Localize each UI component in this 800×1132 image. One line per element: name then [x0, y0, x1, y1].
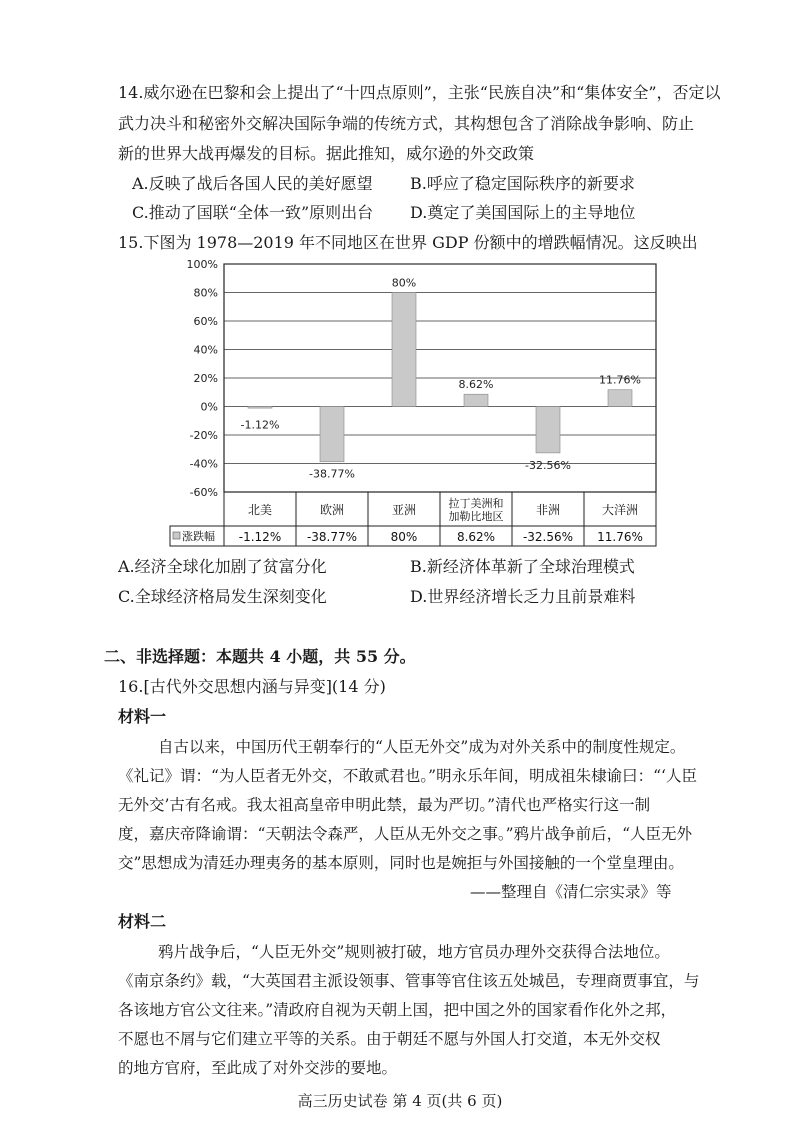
material-2-line-3: 各该地方官公文往来。”清政府自视为天朝上国，把中国之外的国家看作化外之邦，	[118, 1001, 677, 1019]
bar	[248, 407, 272, 409]
q15-option-c: C.全球经济格局发生深刻变化	[118, 587, 327, 606]
material-1-source: ——整理自《清仁宗实录》等	[470, 883, 672, 901]
q14-stem-line-2: 武力决斗和秘密外交解决国际争端的传统方式，其构想包含了消除战争影响、防止	[118, 114, 695, 133]
material-2-line-2: 《南京条约》载，“大英国君主派设领事、管事等官住该五处城邑，专理商贾事宜，与	[118, 972, 700, 990]
y-tick-label: -60%	[189, 486, 218, 499]
chart-grid	[224, 264, 656, 492]
y-tick-label: -40%	[189, 457, 218, 471]
material-2-label: 材料二	[118, 912, 167, 931]
table-value: 80%	[390, 530, 418, 544]
y-tick-label: 80%	[193, 286, 218, 300]
page-footer: 高三历史试卷 第 4 页(共 6 页)	[297, 1092, 503, 1110]
material-1-line-5: 交”思想成为清廷办理夷务的基本原则，同时也是婉拒与外国接触的一个堂皇理由。	[118, 854, 684, 872]
bar	[392, 293, 416, 407]
section-2-heading: 二、非选择题：本题共 4 小题，共 55 分。	[104, 647, 416, 666]
category-label: 亚洲	[391, 503, 417, 517]
bar-label: 8.62%	[458, 378, 494, 392]
q14-option-d: D.奠定了美国国际上的主导地位	[410, 203, 636, 222]
q14-stem-line-3: 新的世界大战再爆发的目标。据此推知，威尔逊的外交政策	[118, 144, 535, 163]
q14-option-b: B.呼应了稳定国际秩序的新要求	[410, 174, 635, 193]
y-tick-labels	[187, 258, 218, 499]
material-1-label: 材料一	[118, 707, 167, 726]
q16-title: 16.[古代外交思想内涵与异变](14 分)	[118, 677, 386, 696]
y-tick-label: -20%	[189, 429, 218, 442]
table-value: 8.62%	[456, 530, 496, 544]
bar-label: 80%	[391, 276, 417, 290]
y-tick-label: 100%	[186, 258, 218, 271]
bar	[464, 394, 488, 406]
data-table	[170, 492, 656, 546]
bar	[536, 407, 560, 453]
bar-label: -1.12%	[240, 418, 280, 432]
category-label: 非洲	[535, 503, 561, 517]
category-label: 大洋洲	[601, 503, 639, 517]
bar-label: -38.77%	[309, 467, 355, 481]
q15-option-d: D.世界经济增长乏力且前景难料	[410, 587, 636, 606]
category-label: 北美	[247, 503, 273, 517]
material-1-line-3: 无外交’古有名戒。我太祖高皇帝申明此禁，最为严切。”清代也严格实行这一制	[118, 796, 651, 814]
q15-option-a: A.经济全球化加剧了贫富分化	[118, 557, 327, 576]
bar-group	[248, 293, 632, 462]
table-value: -38.77%	[306, 530, 358, 544]
q14-option-c: C.推动了国联“全体一致”原则出台	[132, 203, 374, 222]
material-2-line-1: 鸦片战争后，“人臣无外交”规则被打破，地方官员办理外交获得合法地位。	[158, 943, 670, 961]
material-2-line-5: 的地方官府，至此成了对外交涉的要地。	[118, 1059, 398, 1077]
y-tick-label: 20%	[193, 372, 218, 385]
bar	[608, 390, 632, 407]
category-label: 加勒比地区	[448, 510, 504, 523]
y-tick-label: 60%	[193, 315, 218, 328]
y-tick-label: 0%	[200, 400, 218, 414]
q15-stem: 15.下图为 1978—2019 年不同地区在世界 GDP 份额中的增跌幅情况。这反映出	[118, 233, 698, 252]
category-label: 拉丁美洲和	[448, 497, 504, 510]
table-value: 11.76%	[597, 530, 643, 544]
y-tick-label: 40%	[193, 343, 218, 357]
table-row-label: 涨跌幅	[182, 530, 215, 543]
material-1-line-4: 度，嘉庆帝降谕谓：“天朝法令森严，人臣从无外交之事。”鸦片战争前后，“人臣无外	[118, 825, 693, 843]
bar	[320, 407, 344, 462]
material-1-line-2: 《礼记》谓：“为人臣者无外交，不敢贰君也。”明永乐年间，明成祖朱棣谕曰：“‘人臣	[118, 767, 697, 785]
table-value: -1.12%	[238, 530, 282, 544]
q14-stem-line-1: 14.威尔逊在巴黎和会上提出了“十四点原则”，主张“民族自决”和“集体安全”，否定以	[118, 83, 721, 102]
bar-label-group	[241, 277, 641, 481]
bar-label: -32.56%	[525, 458, 571, 472]
legend-swatch	[173, 532, 180, 539]
q15-option-b: B.新经济体革新了全球治理模式	[410, 557, 635, 576]
gdp-share-chart	[160, 254, 660, 554]
table-value: -32.56%	[522, 530, 574, 544]
material-1-line-1: 自古以来，中国历代王朝奉行的“人臣无外交”成为对外关系中的制度性规定。	[158, 738, 686, 756]
category-label: 欧洲	[319, 503, 345, 517]
material-2-line-4: 不愿也不屑与它们建立平等的关系。由于朝廷不愿与外国人打交道，本无外交权	[118, 1030, 661, 1048]
q14-option-a: A.反映了战后各国人民的美好愿望	[132, 174, 373, 193]
bar-label: 11.76%	[599, 373, 641, 387]
